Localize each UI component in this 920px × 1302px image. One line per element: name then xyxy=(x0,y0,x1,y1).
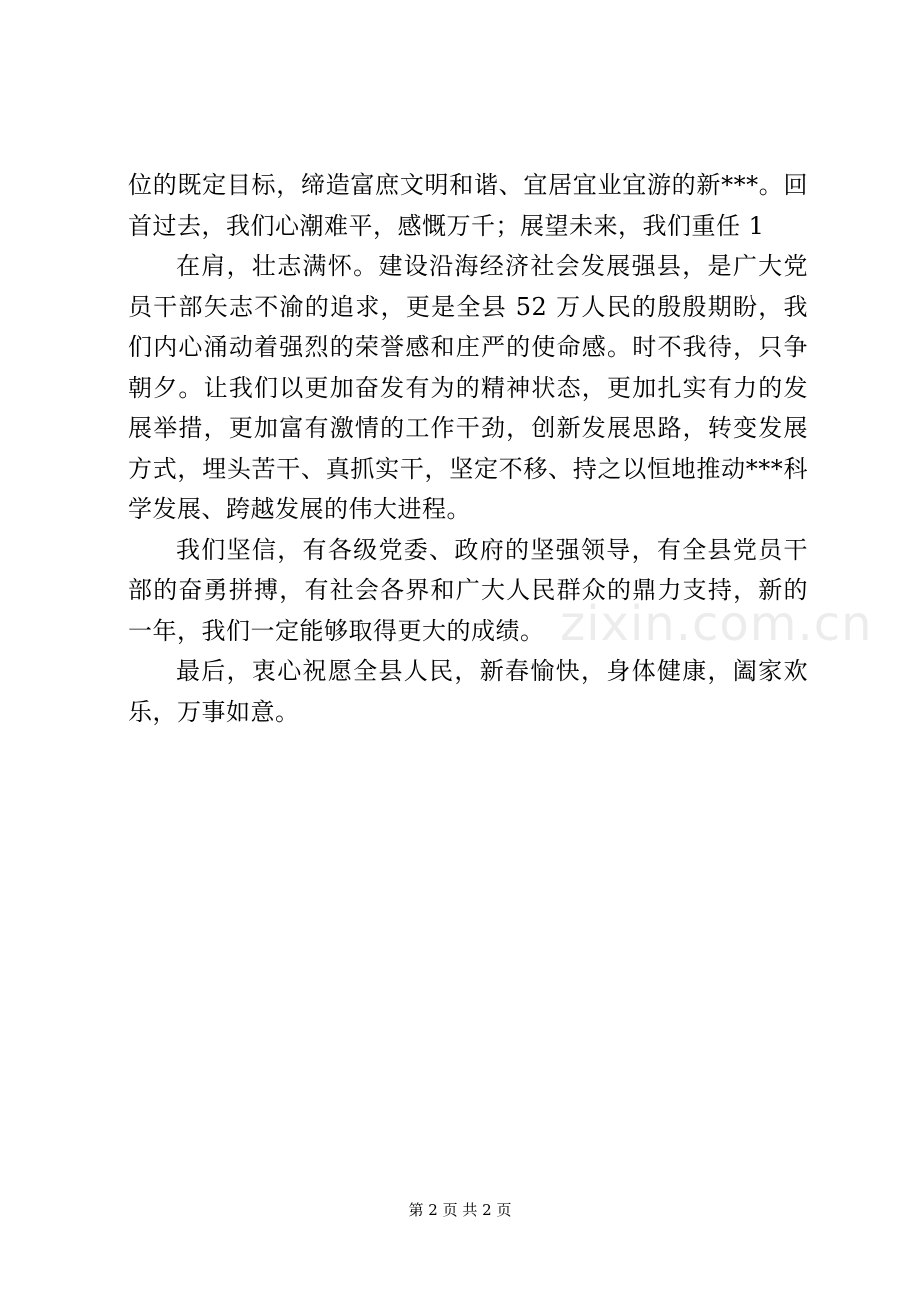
page-footer: 第 2 页 共 2 页 xyxy=(408,1201,512,1219)
paragraph-confidence: 我们坚信，有各级党委、政府的坚强领导，有全县党员干部的奋勇拼搏，有社会各界和广大人民群众的鼎力支持，新的一年，我们一定能够取得更大的成绩。 xyxy=(128,535,808,645)
paragraph-continuation: 位的既定目标，缔造富庶文明和谐、宜居宜业宜游的新***。回首过去，我们心潮难平，感慨万千；展望未来，我们重任 1 xyxy=(128,171,808,240)
watermark: zixin.com.cn xyxy=(560,596,873,652)
paragraph-development-goals: 在肩，壮志满怀。建设沿海经济社会发展强县，是广大党员干部矢志不渝的追求，更是全县 52 万人民的殷殷期盼，我们内心涌动着强烈的荣誉感和庄严的使命感。时不我待，只争朝夕。让我们以更加奋发有为的精神状态，更加扎实有力的发展举措，更加富有激情的工作干劲，创新发展思路，转变发展方式，埋头苦干、真抓实干，坚定不移、持之以恒地推动***科学发展、跨越发展的伟大进程。 xyxy=(128,252,808,523)
paragraph-closing-wishes: 最后，衷心祝愿全县人民，新春愉快，身体健康，阖家欢乐，万事如意。 xyxy=(128,657,808,726)
